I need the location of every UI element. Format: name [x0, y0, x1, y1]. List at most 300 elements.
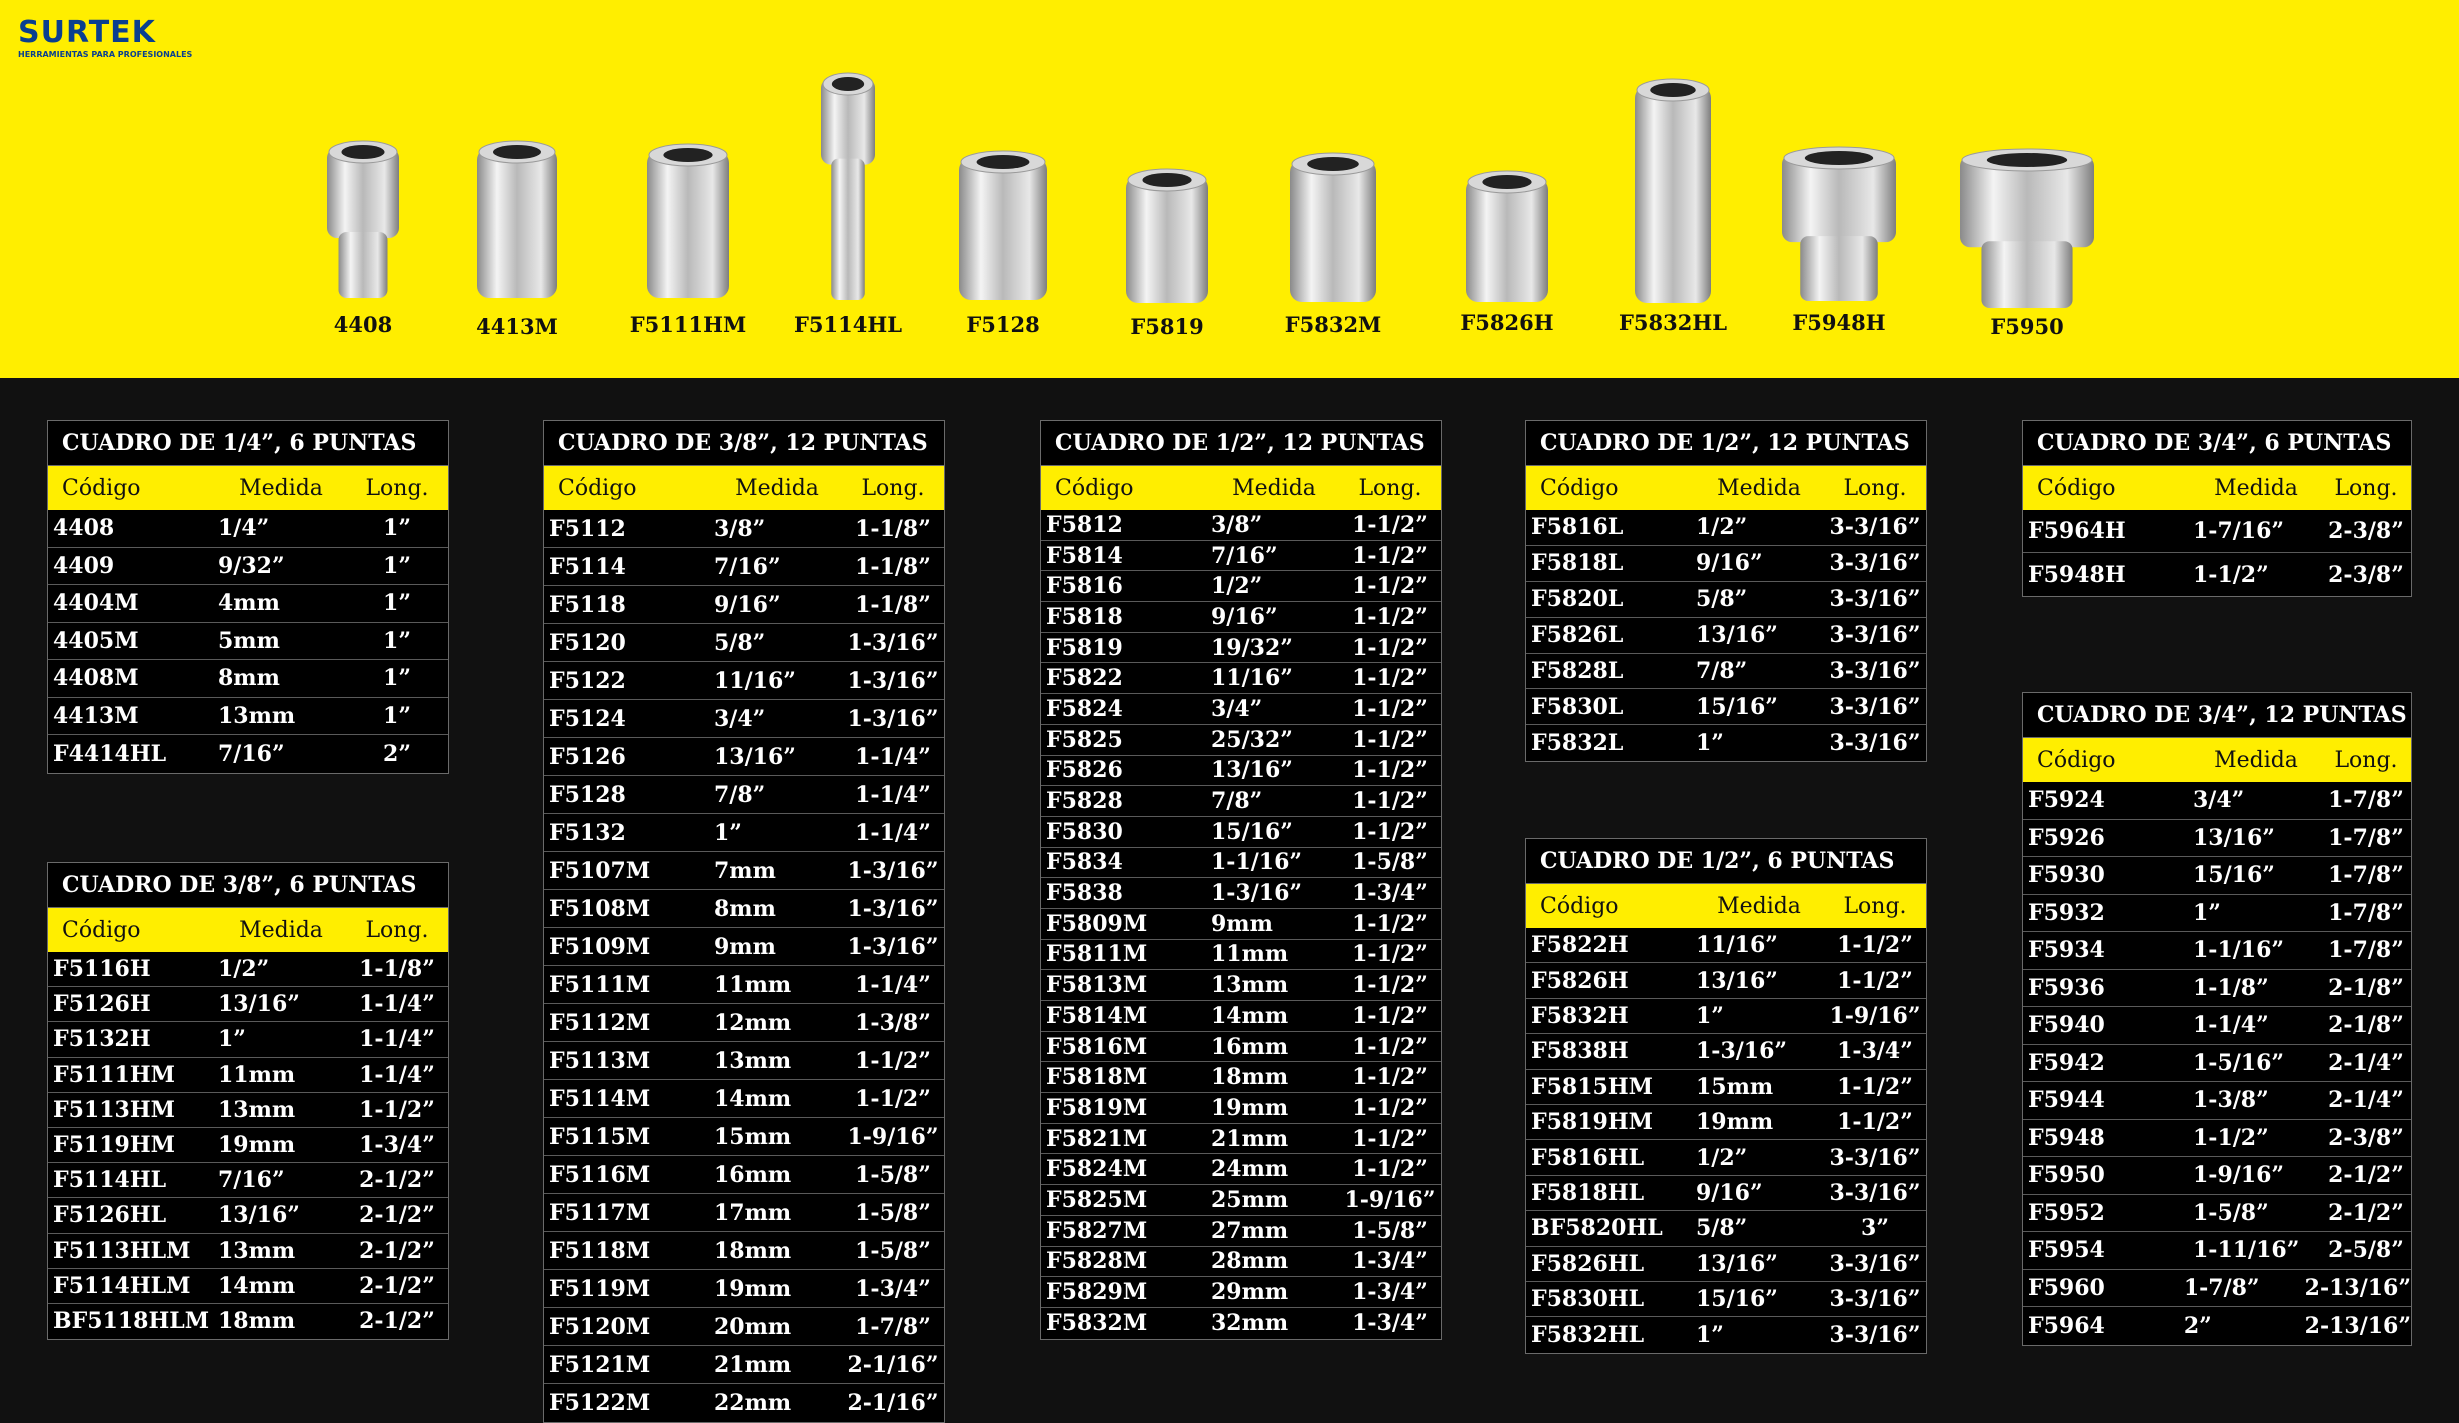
cell-code: F5832HL — [1531, 1321, 1645, 1348]
cell-length: 2-1/2” — [359, 1272, 435, 1299]
cell-length: 1-7/8” — [2328, 824, 2404, 851]
cell-length: 1-3/4” — [1837, 1038, 1913, 1065]
cell-size: 15/16” — [2193, 862, 2275, 889]
socket-image — [959, 150, 1047, 300]
cell-code: F5838 — [1046, 880, 1123, 907]
cell-length: 1-1/2” — [1837, 967, 1913, 994]
table-row — [1526, 689, 1926, 725]
cell-length: 1-3/4” — [1352, 1279, 1428, 1306]
cell-code: F5114 — [549, 553, 626, 580]
cell-length: 1” — [383, 702, 411, 729]
cell-code: F5111HM — [53, 1061, 175, 1088]
table-row — [1041, 571, 1441, 602]
table-row — [48, 510, 448, 548]
socket-code-label: 4408 — [333, 312, 393, 337]
cell-length: 1-1/8” — [855, 553, 931, 580]
cell-length: 1-1/2” — [1352, 634, 1428, 661]
cell-size: 29mm — [1211, 1279, 1289, 1306]
socket-image — [1960, 148, 2094, 308]
cell-code: F5826L — [1531, 622, 1624, 649]
cell-code: F5960 — [2028, 1274, 2105, 1301]
table-row — [1526, 654, 1926, 690]
table-row — [544, 586, 944, 624]
column-header: Medida — [1232, 475, 1316, 501]
cell-code: F5820L — [1531, 586, 1624, 613]
socket-code-label: F5819 — [1130, 314, 1204, 339]
cell-length: 2-3/8” — [2328, 1124, 2404, 1151]
cell-length: 1-1/4” — [855, 743, 931, 770]
cell-size: 1” — [2193, 899, 2221, 926]
cell-size: 13mm — [714, 1047, 792, 1074]
cell-length: 2-1/4” — [2328, 1049, 2404, 1076]
cell-length: 1-5/8” — [855, 1237, 931, 1264]
cell-code: F5816 — [1046, 573, 1123, 600]
cell-size: 13/16” — [1696, 1250, 1778, 1277]
cell-code: F5114HLM — [53, 1272, 191, 1299]
cell-size: 3/8” — [1211, 511, 1263, 538]
table-title: CUADRO DE 1/2”, 6 PUNTAS — [1526, 839, 1926, 884]
cell-size: 27mm — [1211, 1217, 1289, 1244]
cell-length: 3-3/16” — [1829, 658, 1921, 684]
cell-code: F5964 — [2028, 1312, 2105, 1339]
socket-code-label: F5826H — [1460, 310, 1554, 335]
column-header: Código — [1540, 475, 1619, 501]
cell-code: F5819 — [1046, 634, 1123, 661]
cell-size: 1-3/16” — [1211, 880, 1303, 907]
cell-length: 2-1/8” — [2328, 974, 2404, 1001]
cell-size: 8mm — [714, 895, 776, 922]
cell-length: 1-1/2” — [1352, 665, 1428, 692]
table-row — [1041, 1093, 1441, 1124]
cell-size: 5/8” — [1696, 1215, 1748, 1242]
cell-length: 1-1/4” — [855, 971, 931, 998]
cell-length: 3-3/16” — [1829, 1286, 1921, 1313]
cell-length: 1-7/8” — [2328, 899, 2404, 926]
column-header: Código — [62, 475, 141, 501]
table-title: CUADRO DE 3/8”, 6 PUNTAS — [48, 863, 448, 908]
cell-length: 3-3/16” — [1829, 550, 1921, 577]
column-header: Medida — [735, 475, 819, 501]
cell-size: 3/4” — [1211, 695, 1263, 722]
table-row — [1526, 582, 1926, 618]
table-row — [1041, 756, 1441, 787]
cell-length: 1-1/2” — [359, 1096, 435, 1123]
cell-length: 1-1/2” — [1352, 511, 1428, 538]
cell-length: 2-3/8” — [2328, 561, 2404, 588]
socket-code-label: F5114HL — [794, 312, 902, 337]
table-row — [48, 1269, 448, 1304]
cell-size: 1-1/16” — [1211, 849, 1303, 876]
cell-length: 2-1/2” — [359, 1167, 435, 1194]
brand-logo — [18, 15, 193, 59]
cell-size: 11mm — [1211, 941, 1289, 968]
table-row — [2023, 1120, 2411, 1158]
cell-length: 1-5/8” — [1352, 849, 1428, 876]
cell-code: F5936 — [2028, 974, 2105, 1001]
table-row — [2023, 1157, 2411, 1195]
column-header: Long. — [2334, 475, 2398, 501]
cell-length: 1-1/8” — [855, 515, 931, 542]
table-row — [544, 1384, 944, 1422]
cell-size: 13mm — [1211, 972, 1289, 999]
socket-code-label: F5832HL — [1619, 310, 1727, 335]
cell-code: F5822H — [1531, 932, 1629, 959]
table-row — [2023, 1082, 2411, 1120]
cell-size: 1/2” — [1211, 573, 1263, 600]
table-row — [2023, 1195, 2411, 1233]
cell-code: F5832H — [1531, 1002, 1629, 1029]
table-row — [544, 814, 944, 852]
cell-size: 8mm — [218, 665, 280, 692]
table-row — [1041, 1216, 1441, 1247]
cell-length: 1-7/8” — [2328, 862, 2404, 889]
socket-table — [1525, 838, 1927, 1354]
cell-size: 1-3/16” — [1696, 1038, 1788, 1065]
socket-item — [1466, 170, 1548, 302]
cell-code: F5109M — [549, 933, 651, 960]
socket-code-label: F5128 — [966, 312, 1040, 337]
socket-code-label: F5111HM — [629, 312, 747, 337]
cell-length: 1-1/2” — [1352, 941, 1428, 968]
cell-code: F5113HM — [53, 1096, 175, 1123]
cell-size: 7/8” — [1211, 788, 1263, 815]
cell-size: 1-11/16” — [2193, 1237, 2300, 1264]
cell-code: BF5820HL — [1531, 1215, 1663, 1242]
table-row — [48, 698, 448, 736]
cell-length: 1-1/2” — [855, 1085, 931, 1112]
socket-image — [1290, 152, 1376, 302]
cell-code: F5132 — [549, 819, 626, 846]
cell-length: 1-3/4” — [1352, 1310, 1428, 1337]
cell-size: 1/2” — [1696, 1144, 1748, 1171]
cell-length: 1-3/4” — [855, 1275, 931, 1302]
cell-size: 7mm — [714, 857, 776, 884]
cell-length: 1-1/2” — [1352, 695, 1428, 722]
cell-size: 5mm — [218, 627, 280, 654]
table-row — [544, 548, 944, 586]
table-row — [48, 1093, 448, 1128]
socket-item — [1635, 78, 1711, 303]
cell-size: 7/16” — [714, 553, 781, 580]
cell-length: 1-1/2” — [1352, 757, 1428, 784]
cell-size: 1-1/8” — [2193, 974, 2269, 1001]
cell-size: 13/16” — [218, 1202, 300, 1229]
cell-code: F5116H — [53, 956, 151, 983]
cell-size: 19mm — [1696, 1109, 1774, 1136]
cell-size: 25/32” — [1211, 726, 1293, 753]
cell-size: 18mm — [218, 1308, 296, 1335]
cell-size: 1-7/8” — [2183, 1274, 2260, 1301]
cell-code: F5122M — [549, 1390, 651, 1416]
table-row — [544, 738, 944, 776]
cell-code: F5826 — [1046, 757, 1123, 784]
cell-size: 15/16” — [1696, 693, 1778, 720]
cell-size: 24mm — [1211, 1156, 1289, 1183]
cell-code: 4408 — [53, 515, 115, 542]
cell-code: F5112 — [549, 515, 626, 542]
cell-size: 7/16” — [1211, 542, 1278, 569]
cell-length: 3-3/16” — [1829, 514, 1921, 541]
socket-item — [647, 143, 729, 298]
cell-size: 15mm — [714, 1123, 792, 1150]
cell-size: 22mm — [714, 1390, 792, 1416]
socket-table — [47, 420, 449, 774]
table-row — [48, 1128, 448, 1163]
table-row — [2023, 553, 2411, 596]
column-header: Long. — [2334, 747, 2398, 773]
cell-code: F5819HM — [1531, 1109, 1653, 1136]
cell-size: 19/32” — [1211, 634, 1293, 661]
socket-item — [1126, 168, 1208, 303]
cell-code: F5108M — [549, 895, 651, 922]
table-row — [1526, 1176, 1926, 1211]
cell-size: 13/16” — [2193, 824, 2275, 851]
table-row — [544, 1232, 944, 1270]
table-row — [2023, 782, 2411, 820]
cell-length: 1-1/8” — [359, 956, 435, 983]
table-row — [544, 890, 944, 928]
cell-length: 3-3/16” — [1829, 693, 1921, 720]
table-row — [2023, 510, 2411, 553]
cell-size: 7/16” — [218, 1167, 285, 1194]
cell-code: F5944 — [2028, 1087, 2105, 1114]
table-title: CUADRO DE 3/4”, 6 PUNTAS — [2023, 421, 2411, 466]
cell-length: 3-3/16” — [1829, 1250, 1921, 1277]
table-header-row — [544, 466, 944, 510]
cell-code: F5816M — [1046, 1033, 1148, 1060]
cell-size: 11/16” — [714, 667, 796, 694]
table-row — [1526, 999, 1926, 1034]
cell-length: 2-3/8” — [2328, 518, 2404, 544]
table-row — [48, 735, 448, 773]
cell-code: F5964H — [2028, 518, 2126, 544]
cell-size: 25mm — [1211, 1186, 1289, 1213]
cell-size: 1-1/2” — [2193, 1124, 2269, 1151]
cell-length: 1-1/2” — [1352, 1125, 1428, 1152]
table-title: CUADRO DE 1/2”, 12 PUNTAS — [1526, 421, 1926, 466]
table-row — [2023, 1007, 2411, 1045]
socket-table — [543, 420, 945, 1423]
cell-code: F5832M — [1046, 1310, 1148, 1337]
socket-item — [327, 140, 399, 298]
cell-code: F5825M — [1046, 1186, 1148, 1213]
brand-tagline: HERRAMIENTAS PARA PROFESIONALES — [18, 50, 193, 59]
table-row — [1041, 1277, 1441, 1308]
cell-length: 1-3/4” — [359, 1132, 435, 1159]
cell-size: 28mm — [1211, 1248, 1289, 1275]
cell-code: F5813M — [1046, 972, 1148, 999]
cell-size: 13/16” — [714, 743, 796, 770]
cell-size: 17mm — [714, 1199, 792, 1226]
cell-length: 1-3/16” — [847, 705, 939, 732]
table-row — [1041, 848, 1441, 879]
table-row — [544, 1042, 944, 1080]
cell-code: F5932 — [2028, 899, 2105, 926]
socket-item — [1960, 148, 2094, 308]
socket-code-label: F5948H — [1792, 310, 1886, 335]
cell-length: 1” — [383, 515, 411, 542]
cell-length: 2-1/16” — [847, 1390, 939, 1416]
cell-code: 4408M — [53, 665, 139, 692]
table-row — [48, 1234, 448, 1269]
cell-size: 18mm — [714, 1237, 792, 1264]
table-header-row — [1526, 884, 1926, 928]
column-header: Long. — [1843, 893, 1907, 919]
table-row — [544, 700, 944, 738]
cell-code: F5816L — [1531, 514, 1624, 541]
cell-size: 15mm — [1696, 1073, 1774, 1100]
table-row — [544, 928, 944, 966]
cell-code: F5114M — [549, 1085, 651, 1112]
socket-table — [1040, 420, 1442, 1340]
cell-length: 1” — [383, 665, 411, 692]
table-header-row — [48, 908, 448, 952]
cell-length: 1-1/2” — [1352, 1033, 1428, 1060]
cell-size: 9/16” — [1696, 550, 1763, 577]
table-row — [48, 1058, 448, 1093]
table-row — [544, 1194, 944, 1232]
cell-code: F5950 — [2028, 1162, 2105, 1189]
cell-length: 1-1/2” — [1352, 603, 1428, 630]
cell-size: 1-5/16” — [2193, 1049, 2285, 1076]
cell-length: 1-1/4” — [359, 991, 435, 1018]
cell-size: 13/16” — [1211, 757, 1293, 784]
cell-code: F5828 — [1046, 788, 1123, 815]
table-title: CUADRO DE 1/4”, 6 PUNTAS — [48, 421, 448, 466]
table-row — [1526, 928, 1926, 963]
cell-size: 13mm — [218, 1096, 296, 1123]
cell-length: 1-1/2” — [1352, 788, 1428, 815]
socket-item — [959, 150, 1047, 300]
cell-size: 19mm — [714, 1275, 792, 1302]
cell-code: F5954 — [2028, 1237, 2105, 1264]
table-row — [1041, 1124, 1441, 1155]
cell-code: F5830HL — [1531, 1286, 1645, 1313]
cell-size: 1” — [1696, 1002, 1724, 1029]
table-header-row — [1526, 466, 1926, 510]
cell-length: 1-7/8” — [2328, 787, 2404, 814]
cell-size: 9mm — [714, 933, 776, 960]
cell-size: 1-5/8” — [2193, 1199, 2269, 1226]
cell-size: 9/16” — [1211, 603, 1278, 630]
cell-code: F5828M — [1046, 1248, 1148, 1275]
cell-size: 1/2” — [218, 956, 270, 983]
table-row — [2023, 1045, 2411, 1083]
cell-size: 13mm — [218, 702, 296, 729]
cell-length: 1” — [383, 627, 411, 654]
cell-code: F5822 — [1046, 665, 1123, 692]
cell-size: 1-3/8” — [2193, 1087, 2269, 1114]
cell-size: 11/16” — [1211, 665, 1293, 692]
cell-length: 3-3/16” — [1829, 1321, 1921, 1348]
cell-length: 1-7/8” — [855, 1313, 931, 1340]
cell-length: 1-1/2” — [1352, 1002, 1428, 1029]
table-header-row — [2023, 466, 2411, 510]
cell-length: 2-1/16” — [847, 1351, 939, 1378]
socket-image — [477, 140, 557, 298]
cell-code: F5818L — [1531, 550, 1624, 577]
cell-size: 3/8” — [714, 515, 766, 542]
column-header: Medida — [239, 917, 323, 943]
table-row — [1041, 1154, 1441, 1185]
cell-length: 2-1/2” — [2328, 1162, 2404, 1189]
cell-length: 2-13/16” — [2304, 1312, 2411, 1339]
column-header: Medida — [1717, 475, 1801, 501]
cell-size: 5/8” — [1696, 586, 1748, 613]
cell-code: F5117M — [549, 1199, 651, 1226]
cell-size: 14mm — [218, 1272, 296, 1299]
cell-size: 9/16” — [1696, 1179, 1763, 1206]
cell-length: 1-9/16” — [1344, 1186, 1436, 1213]
cell-length: 1-1/2” — [1352, 573, 1428, 600]
cell-code: F5126 — [549, 743, 626, 770]
cell-code: F5111M — [549, 971, 651, 998]
cell-code: F5825 — [1046, 726, 1123, 753]
cell-length: 1-1/4” — [359, 1061, 435, 1088]
cell-code: F5824 — [1046, 695, 1123, 722]
cell-length: 2-1/2” — [359, 1308, 435, 1335]
cell-length: 1-1/2” — [1352, 1094, 1428, 1121]
table-row — [1041, 694, 1441, 725]
cell-length: 1-5/8” — [855, 1199, 931, 1226]
socket-table — [1525, 420, 1927, 762]
cell-length: 1-1/2” — [1352, 1156, 1428, 1183]
table-row — [1526, 618, 1926, 654]
cell-code: F5940 — [2028, 1012, 2105, 1039]
table-row — [1041, 633, 1441, 664]
cell-size: 1” — [1696, 730, 1724, 757]
table-row — [1041, 541, 1441, 572]
cell-length: 1-3/4” — [1352, 880, 1428, 907]
cell-size: 1” — [1696, 1321, 1724, 1348]
cell-length: 1-3/16” — [847, 933, 939, 960]
socket-table — [2022, 692, 2412, 1346]
cell-length: 1-1/2” — [1352, 818, 1428, 845]
cell-length: 2-1/4” — [2328, 1087, 2404, 1114]
table-row — [48, 548, 448, 586]
socket-image — [647, 143, 729, 298]
cell-size: 11mm — [218, 1061, 296, 1088]
table-row — [2023, 1232, 2411, 1270]
cell-length: 1-1/4” — [855, 819, 931, 846]
table-row — [1041, 1032, 1441, 1063]
cell-length: 1-1/2” — [1352, 726, 1428, 753]
cell-code: F5118 — [549, 591, 626, 618]
cell-length: 1-9/16” — [1829, 1002, 1921, 1029]
cell-code: F5132H — [53, 1026, 151, 1053]
cell-code: F5926 — [2028, 824, 2105, 851]
cell-code: F5812 — [1046, 511, 1123, 538]
table-row — [544, 776, 944, 814]
table-row — [48, 1163, 448, 1198]
cell-size: 20mm — [714, 1313, 792, 1340]
cell-size: 14mm — [714, 1085, 792, 1112]
cell-code: F5821M — [1046, 1125, 1148, 1152]
cell-code: F5952 — [2028, 1199, 2105, 1226]
cell-length: 1-1/2” — [1352, 1064, 1428, 1091]
column-header: Long. — [1843, 475, 1907, 501]
cell-size: 32mm — [1211, 1310, 1289, 1337]
cell-code: F5832L — [1531, 730, 1624, 757]
table-title: CUADRO DE 1/2”, 12 PUNTAS — [1041, 421, 1441, 466]
column-header: Medida — [239, 475, 323, 501]
cell-length: 3-3/16” — [1829, 730, 1921, 757]
cell-code: F5924 — [2028, 787, 2105, 814]
cell-code: F5126H — [53, 991, 151, 1018]
cell-code: F5809M — [1046, 910, 1148, 937]
cell-length: 1” — [383, 552, 411, 579]
cell-size: 13/16” — [1696, 967, 1778, 994]
